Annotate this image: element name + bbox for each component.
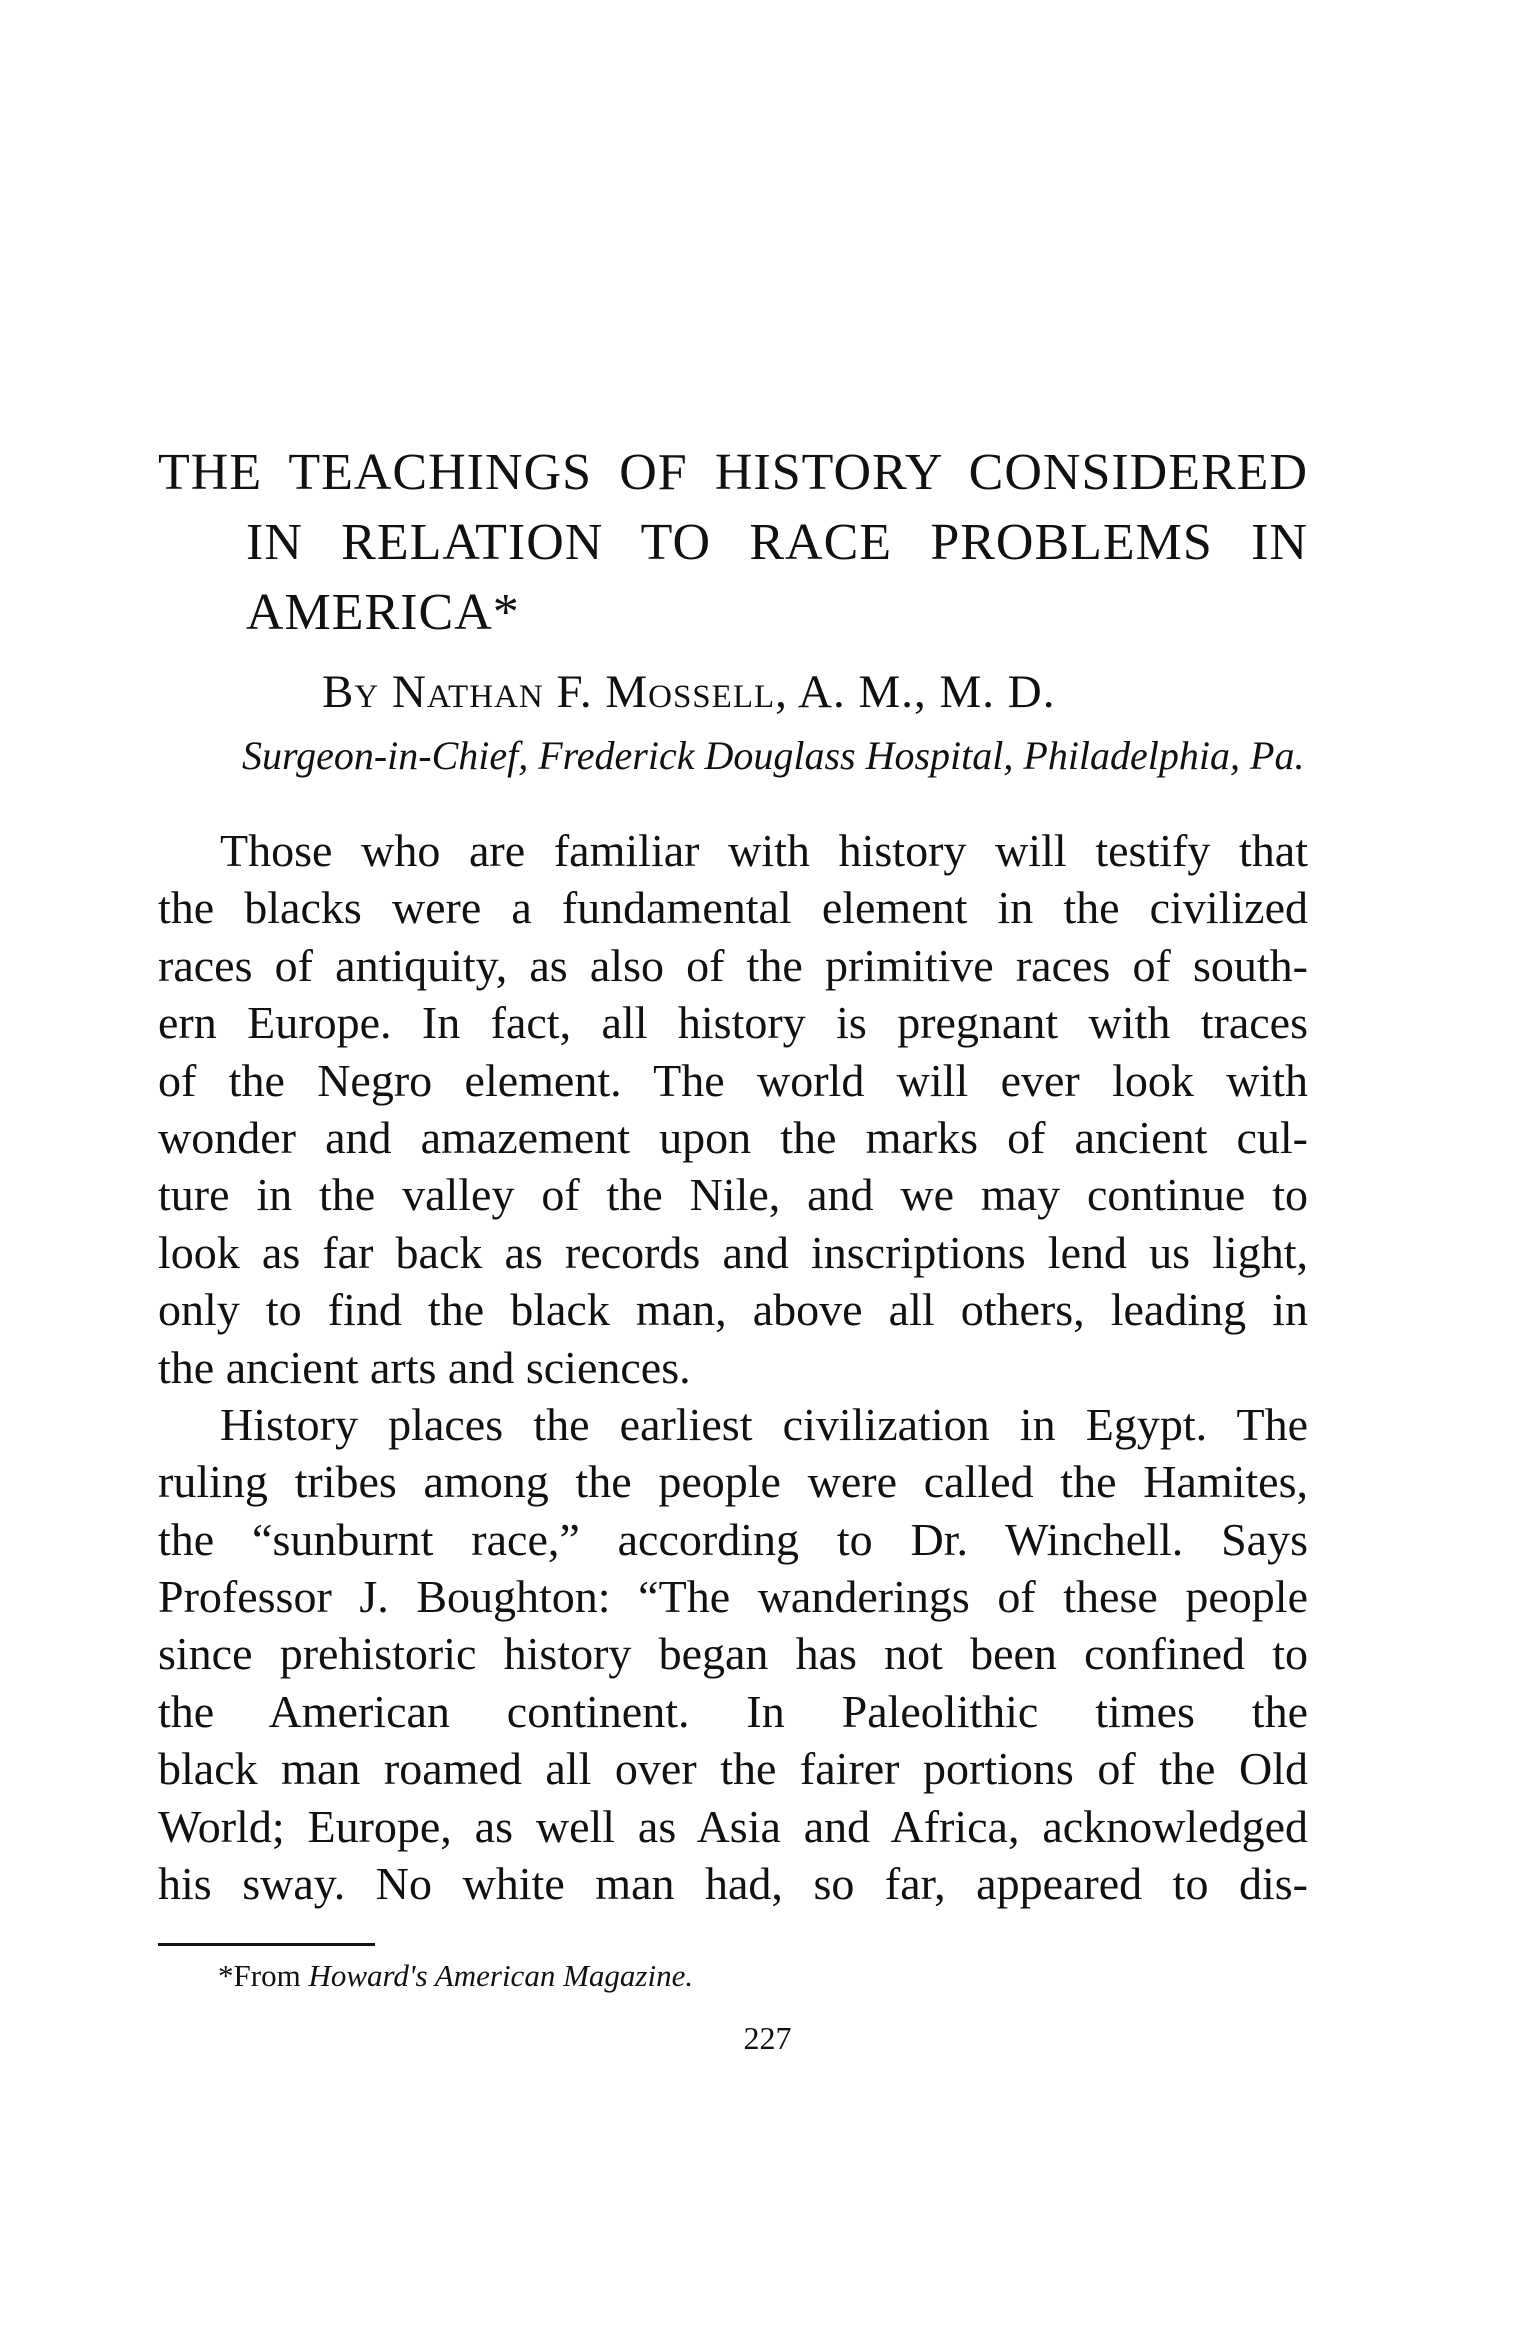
body-line: since prehistoric history began has not been confined to — [158, 1628, 1308, 1680]
body-line: look as far back as records and inscriptions lend us light, — [158, 1226, 1308, 1278]
body-line: wonder and amazement upon the marks of ancient cul- — [158, 1111, 1308, 1163]
page-number: 227 — [743, 2020, 792, 2056]
body-line: the American continent. In Paleolithic times the — [158, 1685, 1308, 1737]
title-line-2: IN RELATION TO RACE PROBLEMS IN — [246, 514, 1308, 571]
body-line: races of antiquity, as also of the primitive races of south- — [158, 939, 1308, 991]
title-line-3: AMERICA* — [246, 584, 520, 641]
footnote-source: Howard's American Magazine. — [308, 1958, 694, 1993]
body-line: ruling tribes among the people were called the Hamites, — [158, 1456, 1308, 1508]
title-line-1: THE TEACHINGS OF HISTORY CONSIDERED — [158, 444, 1308, 501]
footnote — [218, 1958, 693, 1994]
body-line: black man roamed all over the fairer portions of the Old — [158, 1743, 1308, 1795]
article-body — [158, 822, 1308, 1912]
author-name: Nathan F. Mossell, A. M., M. D. — [391, 666, 1056, 718]
byline-prefix: By — [322, 666, 380, 718]
footnote-divider — [158, 1943, 375, 1946]
author-affiliation: Surgeon-in-Chief, Frederick Douglass Hospital, Philadelphia, Pa. — [242, 733, 1305, 778]
body-line: only to find the black man, above all others, leading in — [158, 1284, 1308, 1336]
body-line: Professor J. Boughton: “The wanderings of these people — [158, 1571, 1308, 1623]
body-line: ture in the valley of the Nile, and we may continue to — [158, 1169, 1308, 1221]
body-line: Those who are familiar with history will testify that — [220, 825, 1308, 876]
body-line: World; Europe, as well as Asia and Africa, acknowledged — [158, 1800, 1308, 1852]
body-line: ern Europe. In fact, all history is pregnant with traces — [158, 997, 1308, 1049]
body-line: the “sunburnt race,” according to Dr. Winchell. Says — [158, 1513, 1308, 1565]
body-line: History places the earliest civilization in Egypt. The — [220, 1398, 1308, 1450]
footnote-marker: *From — [218, 1958, 301, 1993]
body-line: of the Negro element. The world will ever look with — [158, 1054, 1308, 1106]
author-byline — [322, 665, 1056, 719]
body-line: his sway. No white man had, so far, appeared to dis- — [158, 1858, 1308, 1910]
body-line: the blacks were a fundamental element in the civilized — [158, 882, 1308, 934]
article-title — [158, 438, 1308, 648]
body-line: the ancient arts and sciences. — [158, 1341, 691, 1393]
